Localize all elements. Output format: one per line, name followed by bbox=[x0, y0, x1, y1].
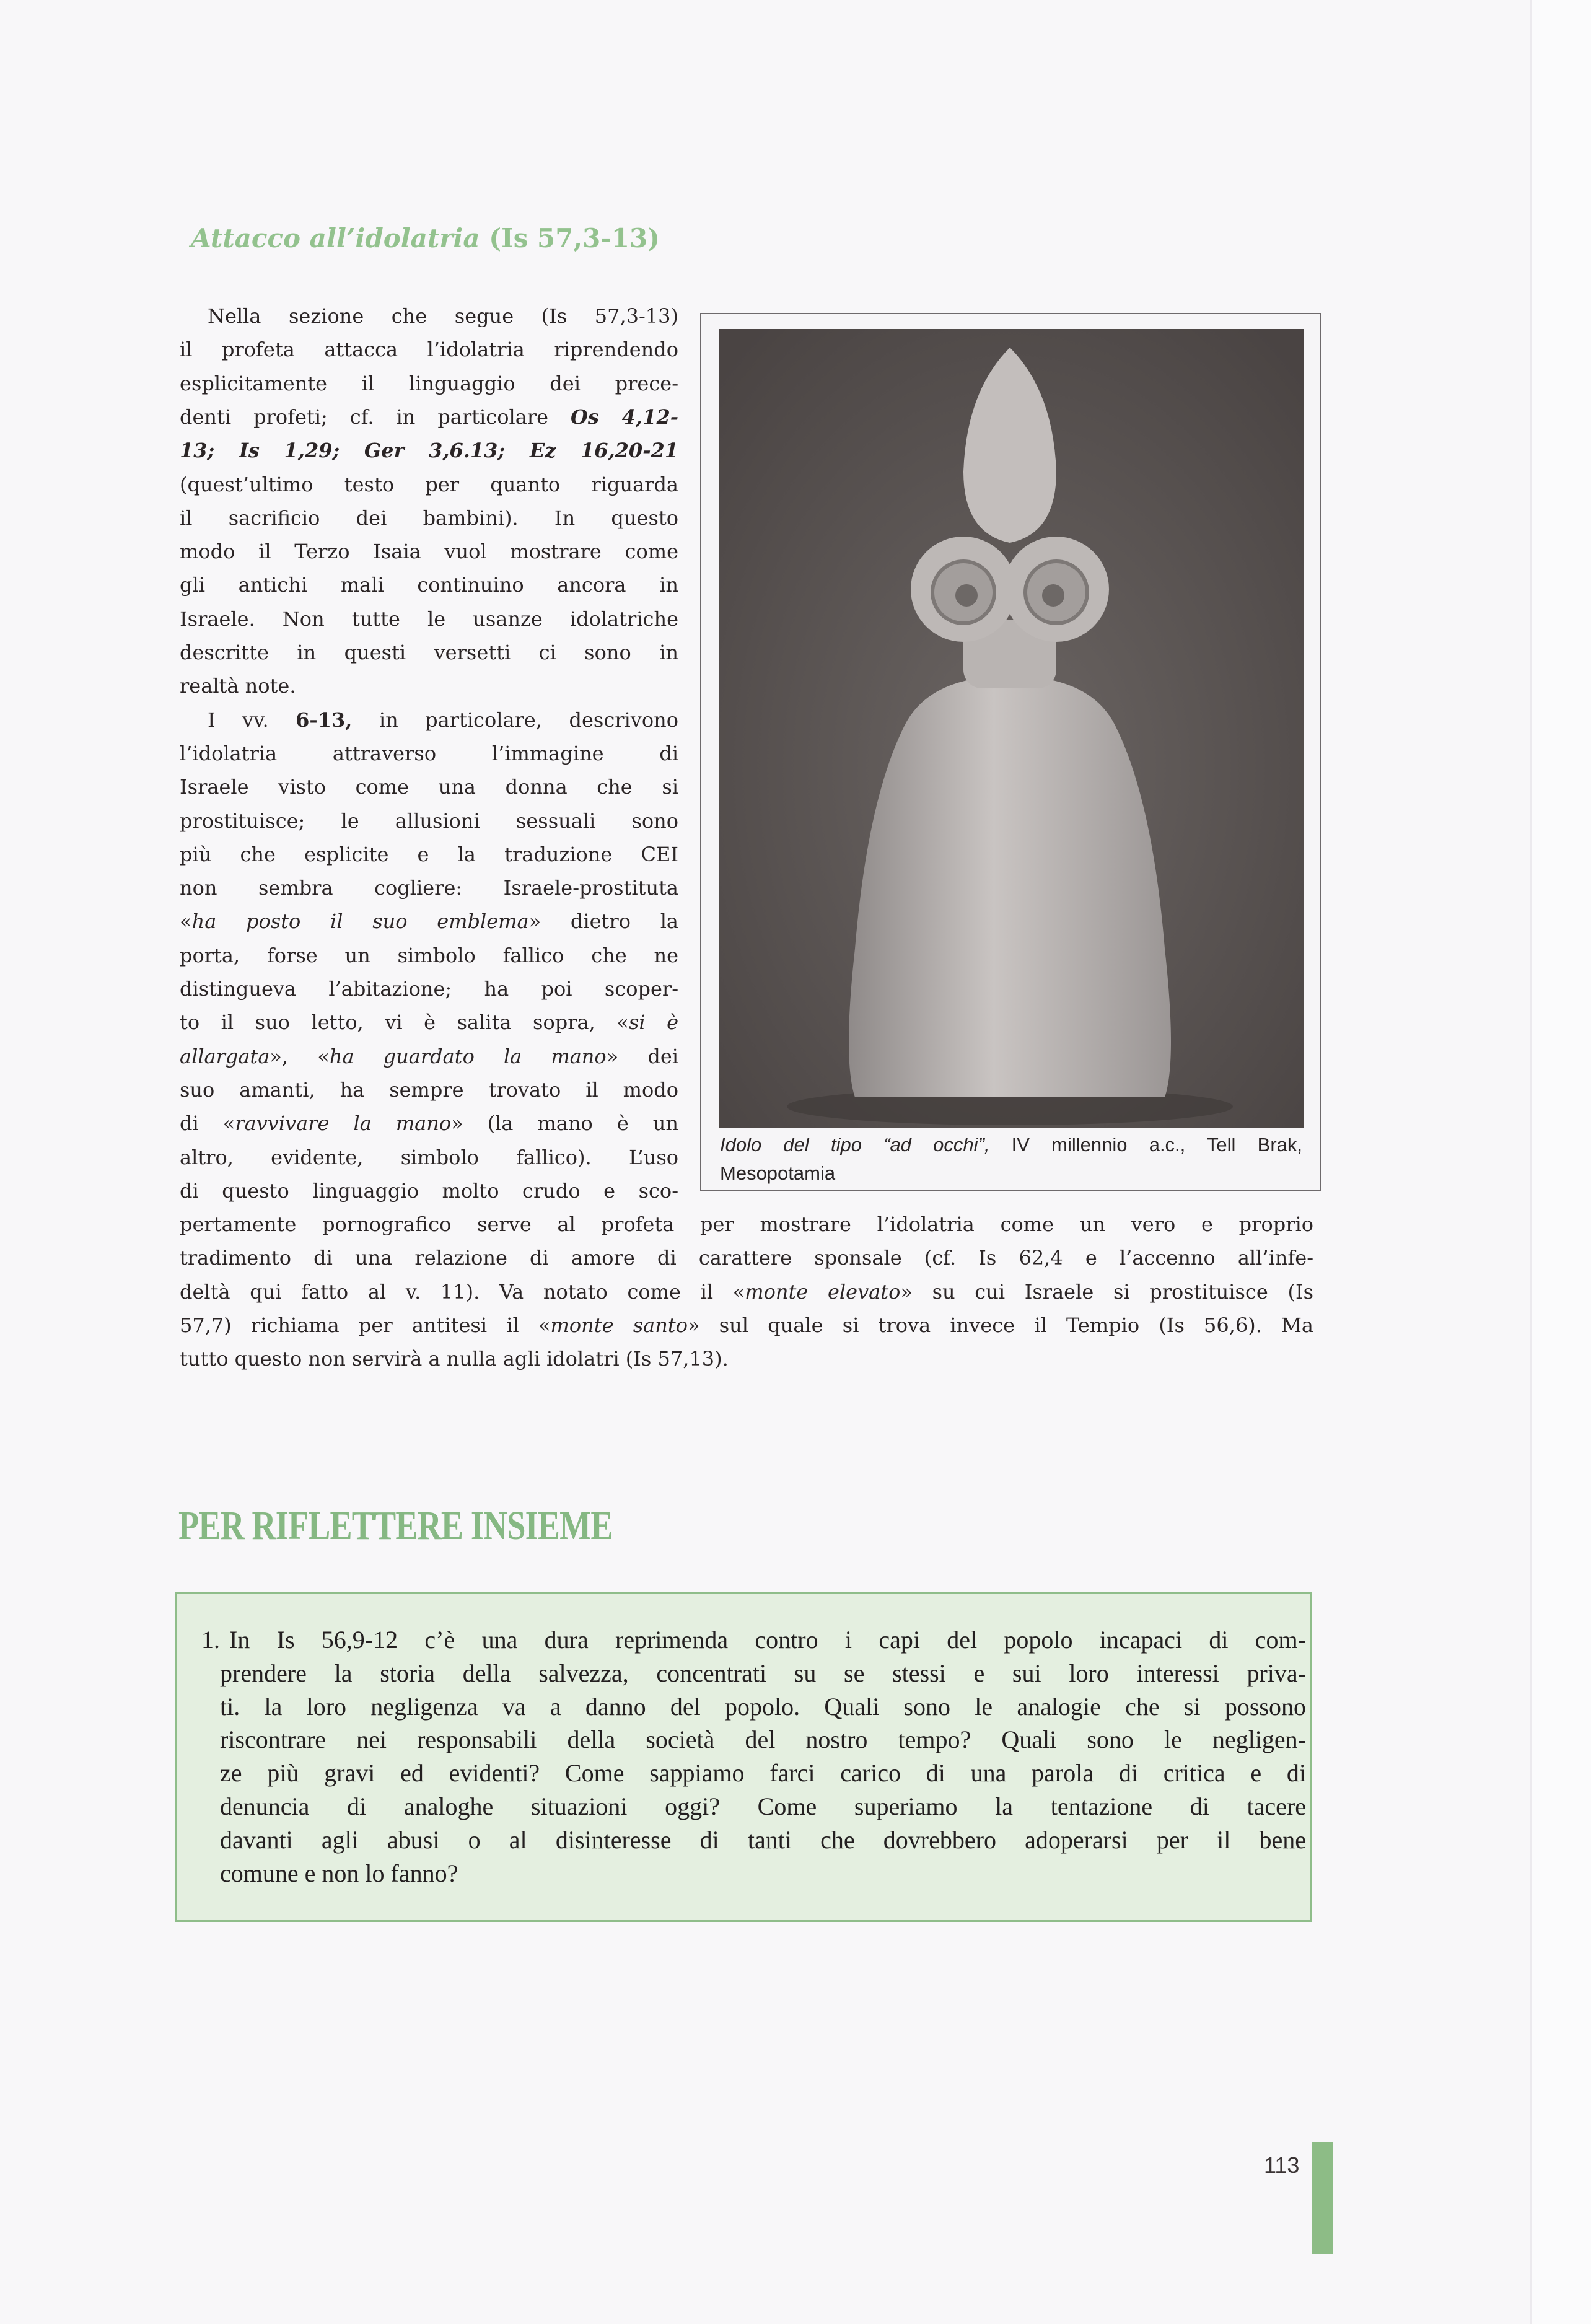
article-line bbox=[180, 501, 678, 535]
article-line bbox=[180, 468, 678, 501]
caption-rest: IV millennio a.c., Tell Brak, bbox=[989, 1134, 1302, 1155]
question-line: davanti agli abusi o al disinteresse di tanti che dovrebbero adoperarsi per il bene bbox=[220, 1825, 1306, 1854]
article-line bbox=[180, 1275, 1313, 1309]
text-run: » su cui Israele si prostituisce (Is bbox=[900, 1279, 1314, 1304]
text-run: tutto questo non servirà a nulla agli idolatri (Is 57,13). bbox=[180, 1347, 729, 1371]
text-run: si è bbox=[628, 1011, 679, 1035]
article-line bbox=[180, 636, 678, 669]
article-line bbox=[180, 972, 678, 1006]
text-run: il sacrificio dei bambini). In questo bbox=[180, 506, 678, 530]
reflection-heading: PER RIFLETTERE INSIEME bbox=[178, 1503, 613, 1548]
text-run: tradimento di una relazione di amore di carattere sponsale (cf. Is 62,4 e l’accenno all’infe- bbox=[180, 1246, 1313, 1270]
article-line bbox=[180, 602, 678, 636]
article-line bbox=[180, 1342, 1313, 1375]
text-run: 57,7) richiama per antitesi il « bbox=[180, 1313, 551, 1337]
article-line bbox=[180, 1107, 678, 1140]
text-run: « bbox=[180, 910, 192, 934]
figure-caption-line2: Mesopotamia bbox=[720, 1162, 836, 1184]
question-line: comune e non lo fanno? bbox=[220, 1859, 458, 1887]
text-run: gli antichi mali continuino ancora in bbox=[180, 573, 678, 597]
caption-italic: Idolo del tipo “ad occhi”, bbox=[720, 1134, 990, 1155]
text-run: 13; Is 1,29; Ger 3,6.13; Ez 16,20-21 bbox=[180, 439, 678, 463]
text-run: descritte in questi versetti ci sono in bbox=[180, 641, 678, 664]
article-line bbox=[180, 669, 678, 703]
article-line bbox=[180, 1309, 1313, 1342]
article-line bbox=[180, 905, 678, 938]
question-line: ti. la loro negligenza va a danno del popolo. Quali sono le analogie che si possono bbox=[220, 1692, 1306, 1721]
page-number: 113 bbox=[1264, 2152, 1300, 2178]
article-line bbox=[208, 703, 678, 737]
article-line bbox=[180, 1208, 1313, 1241]
text-run: Israele. Non tutte le usanze idolatriche bbox=[180, 607, 678, 631]
text-run: Os 4,12- bbox=[570, 405, 679, 429]
text-run: prostituisce; le allusioni sessuali sono bbox=[180, 809, 678, 833]
text-run: realtà note. bbox=[180, 674, 296, 698]
question-line: riscontrare nei responsabili della società del nostro tempo? Quali sono le negligen- bbox=[220, 1725, 1306, 1754]
text-run: Israele visto come una donna che si bbox=[180, 775, 678, 799]
article-line bbox=[180, 333, 678, 366]
article-line bbox=[180, 871, 678, 905]
text-run: modo il Terzo Isaia vuol mostrare come bbox=[180, 540, 678, 564]
text-run: di « bbox=[180, 1112, 235, 1136]
page-tab-bar bbox=[1312, 2142, 1333, 2254]
article-line bbox=[208, 299, 678, 333]
article-line bbox=[180, 737, 678, 770]
eye-idol-image bbox=[719, 329, 1304, 1128]
article-line bbox=[180, 1241, 1313, 1274]
article-line bbox=[180, 1174, 678, 1208]
article-line bbox=[180, 1073, 678, 1107]
article-line bbox=[180, 568, 678, 602]
text-run: ravvivare la mano bbox=[235, 1112, 452, 1136]
text-run: in particolare, descrivono bbox=[352, 708, 679, 732]
question-line: denuncia di analoghe situazioni oggi? Come superiamo la tentazione di tacere bbox=[220, 1792, 1306, 1820]
question-line: In Is 56,9-12 c’è una dura reprimenda contro i capi del popolo incapaci di com- bbox=[229, 1626, 1306, 1654]
text-run: porta, forse un simbolo fallico che ne bbox=[180, 943, 678, 967]
question-line: ze più gravi ed evidenti? Come sappiamo farci carico di una parola di critica e di bbox=[220, 1759, 1306, 1787]
article-line bbox=[180, 400, 678, 434]
article-line bbox=[180, 1006, 678, 1039]
idol-photo bbox=[719, 329, 1304, 1128]
article-line bbox=[180, 1141, 678, 1174]
text-run: » dietro la bbox=[528, 910, 679, 934]
text-run: di questo linguaggio molto crudo e sco- bbox=[180, 1178, 678, 1203]
question-line: prendere la storia della salvezza, concentrati su se stessi e sui loro interessi priva- bbox=[220, 1659, 1306, 1687]
text-run: monte elevato bbox=[745, 1279, 901, 1304]
figure-box bbox=[700, 313, 1321, 1191]
article-line bbox=[180, 770, 678, 804]
text-run: Nella sezione che segue (Is 57,3-13) bbox=[208, 304, 678, 328]
text-run: esplicitamente il linguaggio dei prece- bbox=[180, 371, 678, 395]
text-run: altro, evidente, simbolo fallico). L’uso bbox=[180, 1145, 678, 1169]
text-run: to il suo letto, vi è salita sopra, « bbox=[180, 1011, 629, 1035]
text-run: pertamente pornografico serve al profeta per mostrare l’idolatria come un vero e proprio bbox=[180, 1212, 1313, 1237]
text-run: I vv. bbox=[208, 708, 296, 732]
article-line bbox=[180, 939, 678, 972]
text-run: ha posto il suo emblema bbox=[191, 910, 529, 934]
text-run: il profeta attacca l’idolatria riprendendo bbox=[180, 338, 678, 362]
text-run: 6-13, bbox=[296, 708, 353, 732]
text-run: allargata bbox=[180, 1044, 270, 1068]
figure-caption-line1 bbox=[720, 1131, 1302, 1159]
section-title-ref: (Is 57,3-13) bbox=[489, 223, 660, 253]
question-number: 1. bbox=[201, 1626, 220, 1654]
section-title bbox=[191, 223, 660, 253]
page-edge bbox=[1530, 0, 1591, 2324]
text-run: monte santo bbox=[550, 1313, 688, 1337]
article-line bbox=[180, 1040, 678, 1073]
text-run: », « bbox=[270, 1044, 330, 1068]
text-run: l’idolatria attraverso l’immagine di bbox=[180, 741, 678, 765]
text-run: suo amanti, ha sempre trovato il modo bbox=[180, 1077, 678, 1102]
text-run: denti profeti; cf. in particolare bbox=[180, 405, 571, 429]
text-run: distingueva l’abitazione; ha poi scoper- bbox=[180, 977, 678, 1001]
section-title-main: Attacco all’idolatria bbox=[191, 223, 480, 253]
article-line bbox=[180, 804, 678, 838]
article-line bbox=[180, 838, 678, 871]
text-run: (quest’ultimo testo per quanto riguarda bbox=[180, 472, 678, 496]
text-run: » dei bbox=[606, 1044, 679, 1068]
article-line bbox=[180, 434, 678, 467]
article-line bbox=[180, 535, 678, 568]
text-run: » (la mano è un bbox=[451, 1112, 678, 1136]
text-run: » sul quale si trova invece il Tempio (Is 56,6). Ma bbox=[687, 1313, 1314, 1337]
text-run: più che esplicite e la traduzione CEI bbox=[180, 842, 678, 866]
text-run: non sembra cogliere: Israele-prostituta bbox=[180, 876, 678, 900]
text-run: ha guardato la mano bbox=[329, 1044, 607, 1068]
article-line bbox=[180, 367, 678, 400]
text-run: deltà qui fatto al v. 11). Va notato come il « bbox=[180, 1279, 745, 1304]
